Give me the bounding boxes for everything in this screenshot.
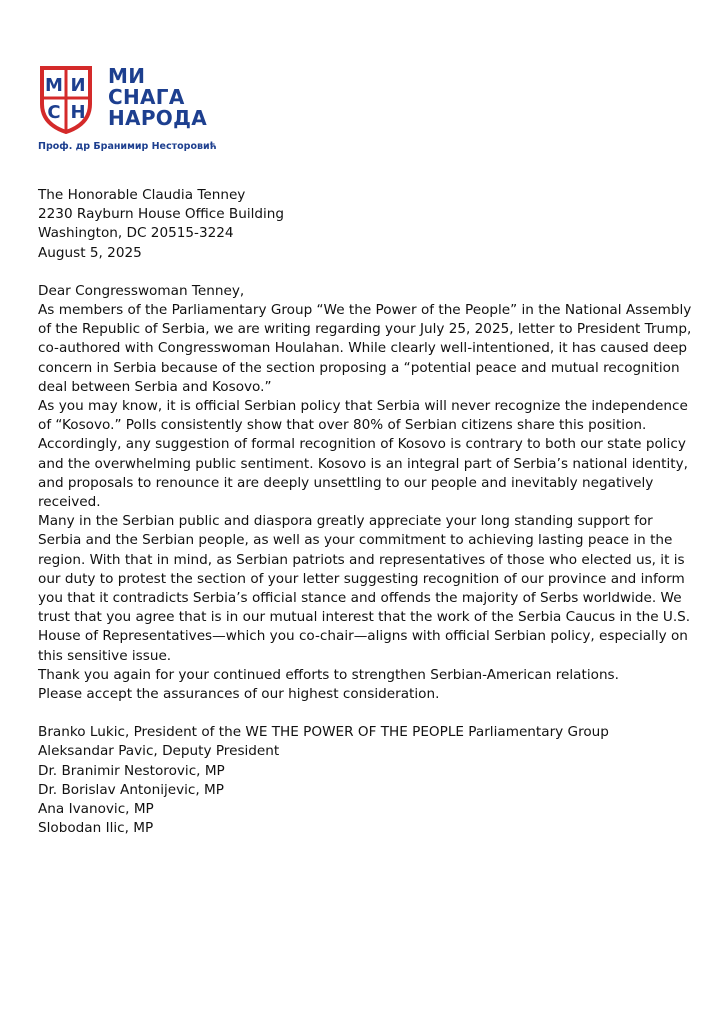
svg-text:И: И xyxy=(70,75,86,96)
recipient-name: The Honorable Claudia Tenney xyxy=(38,187,246,203)
party-leader-subtitle: Проф. др Бранимир Несторовић xyxy=(38,141,217,152)
party-name xyxy=(108,66,207,129)
svg-text:С: С xyxy=(47,102,61,123)
paragraph: As you may know, it is official Serbian policy that Serbia will never recognize the independence of “Kosovo.” Polls consistently show that over 80% of Serbian citizens share this position. Accordingly, any suggestion of formal recognition of Kosovo is contrary to both our state policy and the overwhelming public sentiment. Kosovo is an integral part of Serbia’s national identity, and proposals to renounce it are deeply unsettling to our people and inevitably negatively received. xyxy=(38,398,688,511)
letter-date: August 5, 2025 xyxy=(38,244,142,261)
svg-text:М: М xyxy=(45,75,63,96)
signatory: Dr. Branimir Nestorovic, MP xyxy=(38,762,225,779)
signatory: Dr. Borislav Antonijevic, MP xyxy=(38,781,224,798)
signatory: Branko Lukic, President of the WE THE POWER OF THE PEOPLE Parliamentary Group xyxy=(38,724,609,741)
closing: Please accept the assurances of our highest consideration. xyxy=(38,686,440,703)
paragraph: As members of the Parliamentary Group “We the Power of the People” in the National Assembly of the Republic of Serbia, we are writing regarding your July 25, 2025, letter to President Trump, co-authored with Congresswoman Houlahan. While clearly well-intentioned, it has caused deep concern in Serbia because of the section proposing a “potential peace and mutual recognition deal between Serbia and Kosovo.” xyxy=(38,302,692,395)
party-logo xyxy=(38,64,258,154)
party-name-line: НАРОДА xyxy=(108,106,207,130)
party-name-line: СНАГА xyxy=(108,85,185,109)
recipient-address-line: Washington, DC 20515-3224 xyxy=(38,225,234,242)
svg-text:Н: Н xyxy=(70,102,86,123)
shield-emblem-icon xyxy=(38,64,94,134)
salutation: Dear Congresswoman Tenney, xyxy=(38,282,245,299)
letter-body xyxy=(38,186,698,839)
recipient-address-line: 2230 Rayburn House Office Building xyxy=(38,206,285,223)
paragraph: Thank you again for your continued efforts to strengthen Serbian-American relations. xyxy=(38,666,619,683)
party-name-line: МИ xyxy=(108,64,146,88)
signatory: Ana Ivanovic, MP xyxy=(38,801,154,818)
signatory: Aleksandar Pavic, Deputy President xyxy=(38,743,280,760)
paragraph: Many in the Serbian public and diaspora greatly appreciate your long standing support for Serbia and the Serbian people, as well as your commitment to achieving lasting peace in the region. With that in mind, as Serbian patriots and representatives of those who elected us, it is our duty to protest the section of your letter suggesting recognition of our province and inform you that it contradicts Serbia’s official stance and offends the majority of Serbs worldwide. We trust that you agree that is in our mutual interest that the work of the Serbia Caucus in the U.S. House of Representatives—which you co-chair—aligns with official Serbian policy, especially on this sensitive issue. xyxy=(38,513,691,664)
signatory: Slobodan Ilic, MP xyxy=(38,820,154,837)
